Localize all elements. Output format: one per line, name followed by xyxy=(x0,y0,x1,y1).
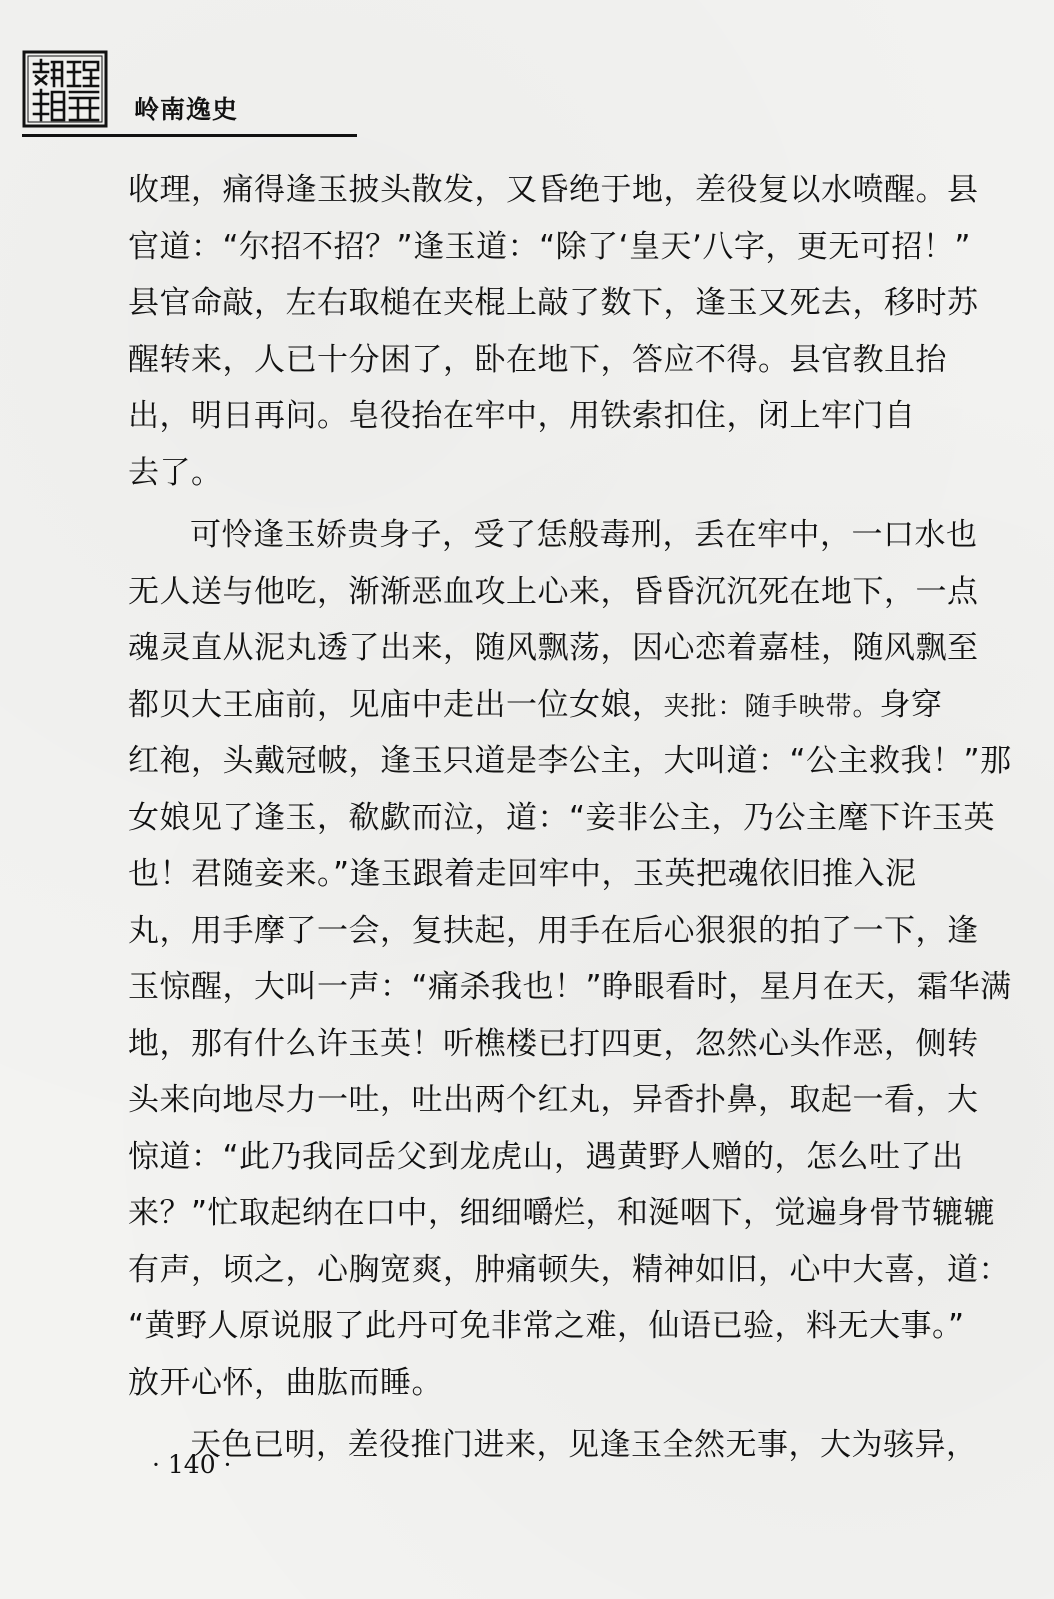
text-line: 天色已明，差役推门进来，见逢玉全然无事，大为骇异， xyxy=(190,1427,978,1463)
text-line: 魂灵直从泥丸透了出来，随风飘荡，因心恋着嘉桂，随风飘至 xyxy=(128,630,979,666)
commentary-annotation: 夹批：随手映带。 xyxy=(663,691,880,722)
text-line: 可怜逢玉娇贵身子，受了恁般毒刑，丢在牢中，一口水也 xyxy=(190,517,978,553)
text-line: 也！君随妾来。”逢玉跟着走回牢中，玉英把魂依旧推入泥 xyxy=(128,856,917,892)
page-number: · 140 · xyxy=(152,1450,232,1479)
text-line-with-annotation xyxy=(128,677,958,734)
text-line: 来？”忙取起纳在口中，细细嚼烂，和涎咽下，觉遍身骨节辘辘 xyxy=(128,1195,996,1231)
paragraph-1 xyxy=(128,162,979,501)
book-title: 岭南逸史 xyxy=(134,95,239,124)
text-line: 无人送与他吃，渐渐恶血攻上心来，昏昏沉沉死在地下，一点 xyxy=(128,573,979,610)
text-line: 放开心怀，曲肱而睡。 xyxy=(128,1364,443,1401)
body-text xyxy=(128,162,1012,1474)
text-line: 有声，顷之，心胸宽爽，肿痛顿失，精神如旧，心中大喜，道： xyxy=(128,1251,1010,1288)
text-line: 官道：“尔招不招？”逢玉道：“除了‘皇天’八字，更无可招！” xyxy=(128,228,971,265)
paragraph-2 xyxy=(128,507,1012,1411)
text-line: 出，明日再问。皂役抬在牢中，用铁索扣住，闭上牢门自 xyxy=(128,398,916,434)
text-line: 头来向地尽力一吐，吐出两个红丸，异香扑鼻，取起一看，大 xyxy=(128,1082,979,1118)
text-line: 女娘见了逢玉，欷歔而泣，道：“妾非公主，乃公主麾下许玉英 xyxy=(128,799,996,836)
running-header xyxy=(22,50,362,142)
text-segment: 身穿 xyxy=(879,686,943,723)
text-line: 丸，用手摩了一会，复扶起，用手在后心狠狠的拍了一下，逢 xyxy=(128,912,979,949)
text-line: 红袍，头戴冠帔，逢玉只道是李公主，大叫道：“公主救我！”那 xyxy=(128,743,1012,779)
paragraph-3 xyxy=(128,1417,978,1474)
text-line: 地，那有什么许玉英！听樵楼已打四更，忽然心头作恶，侧转 xyxy=(128,1025,979,1062)
text-line: 惊道：“此乃我同岳父到龙虎山，遇黄野人赠的，怎么吐了出 xyxy=(128,1138,964,1175)
seal-stamp-logo xyxy=(22,50,108,128)
text-line: 收理，痛得逢玉披头散发，又昏绝于地，差役复以水喷醒。县 xyxy=(128,172,979,208)
text-line: 去了。 xyxy=(128,454,223,491)
text-line: “黄野人原说服了此丹可免非常之难，仙语已验，料无大事。” xyxy=(128,1308,965,1344)
header-rule xyxy=(22,134,357,137)
text-line: 玉惊醒，大叫一声：“痛杀我也！”睁眼看时，星月在天，霜华满 xyxy=(128,969,1012,1005)
text-line: 醒转来，人已十分困了，卧在地下，答应不得。县官教且抬 xyxy=(128,341,947,378)
text-line: 县官命敲，左右取槌在夹棍上敲了数下，逢玉又死去，移时苏 xyxy=(128,285,979,321)
text-segment: 都贝大王庙前，见庙中走出一位女娘， xyxy=(128,686,664,723)
